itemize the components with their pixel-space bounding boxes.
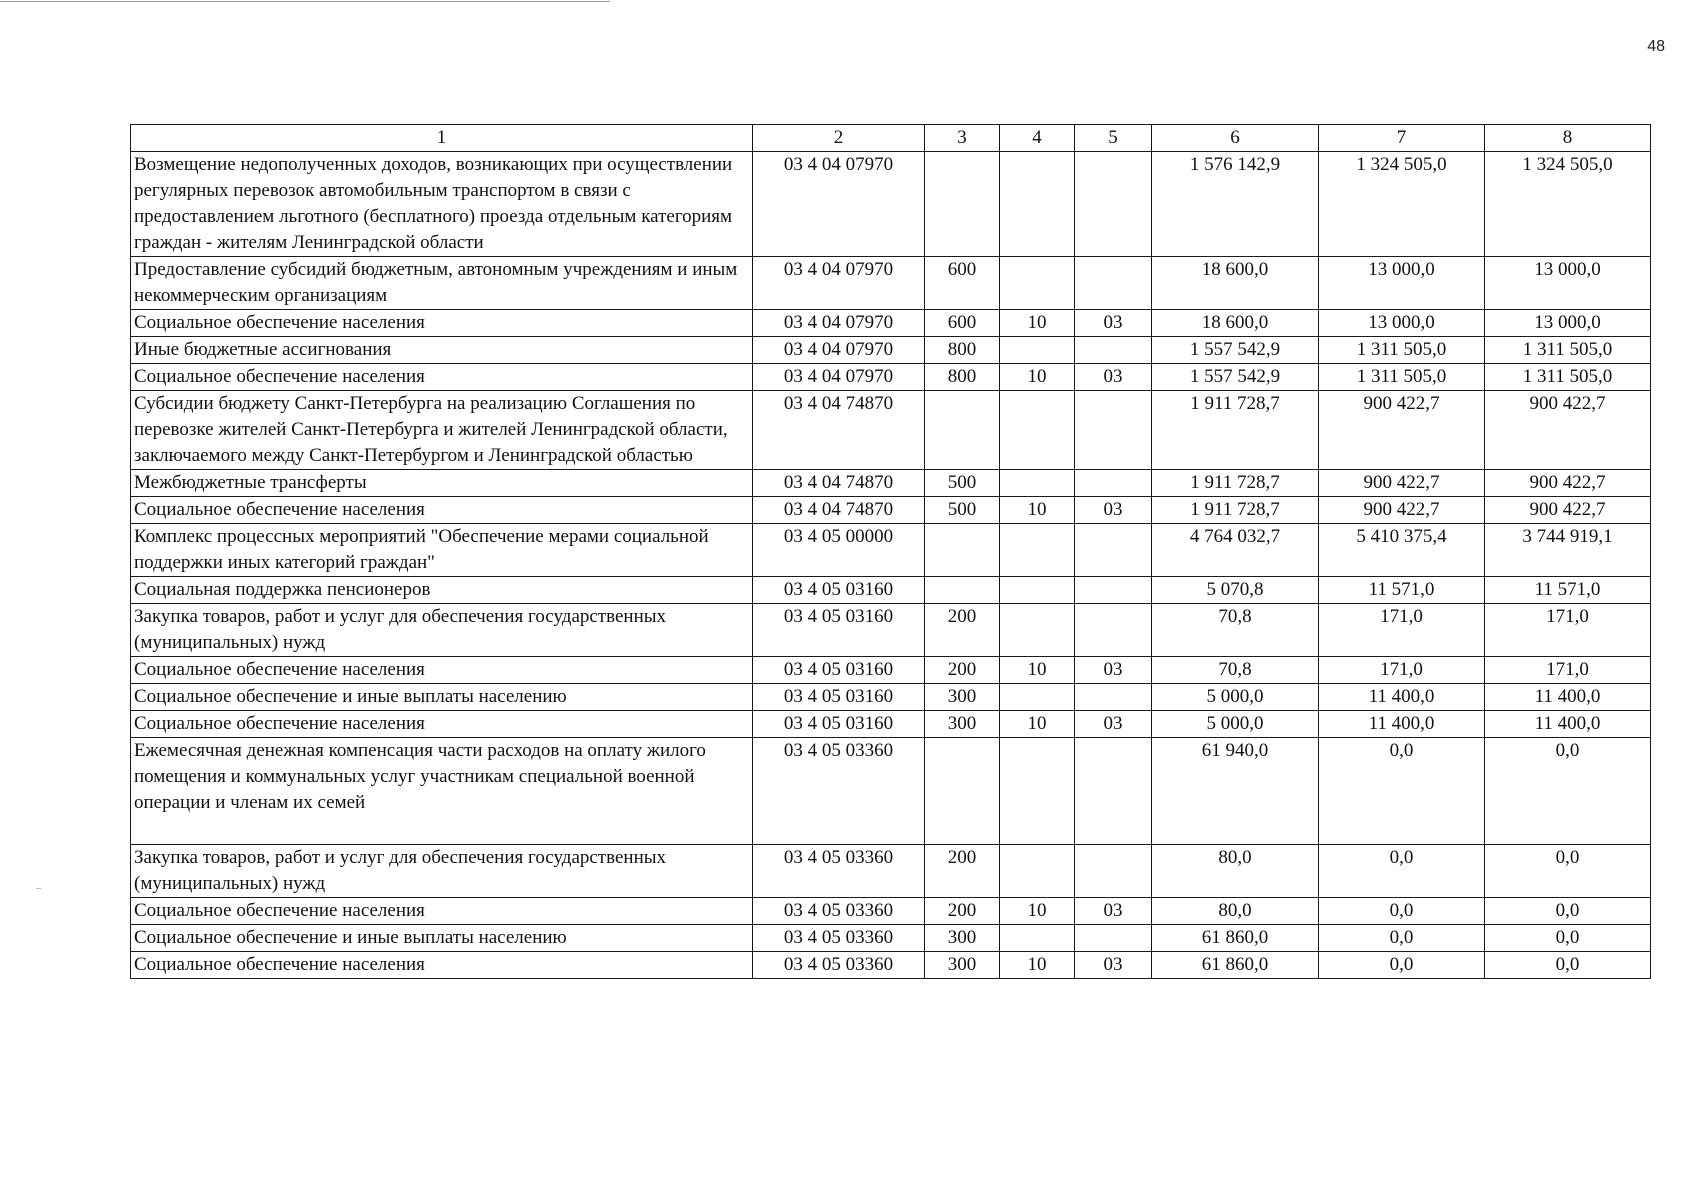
col-header-8: 8: [1485, 125, 1651, 152]
target-code-cell: 03 4 05 03160: [753, 657, 925, 684]
amount-col6-cell: 5 070,8: [1152, 577, 1319, 604]
amount-col6-cell: 18 600,0: [1152, 257, 1319, 310]
item-name-cell: Социальное обеспечение населения: [131, 657, 753, 684]
col-header-6: 6: [1152, 125, 1319, 152]
amount-col7-cell: 11 571,0: [1319, 577, 1485, 604]
item-name-cell: Социальное обеспечение населения: [131, 497, 753, 524]
subsection-cell: [1075, 684, 1152, 711]
target-code-cell: 03 4 05 03360: [753, 738, 925, 845]
target-code-cell: 03 4 04 07970: [753, 337, 925, 364]
subsection-cell: [1075, 925, 1152, 952]
expense-type-cell: [925, 524, 1000, 577]
amount-col8-cell: 0,0: [1485, 898, 1651, 925]
amount-col8-cell: 1 311 505,0: [1485, 337, 1651, 364]
target-code-cell: 03 4 05 00000: [753, 524, 925, 577]
expense-type-cell: 200: [925, 898, 1000, 925]
amount-col8-cell: 13 000,0: [1485, 257, 1651, 310]
subsection-cell: [1075, 257, 1152, 310]
expense-type-cell: 300: [925, 952, 1000, 979]
expense-type-cell: 600: [925, 257, 1000, 310]
expense-type-cell: 300: [925, 925, 1000, 952]
item-name-cell: Социальное обеспечение и иные выплаты населению: [131, 684, 753, 711]
amount-col7-cell: 13 000,0: [1319, 310, 1485, 337]
amount-col6-cell: 70,8: [1152, 604, 1319, 657]
item-name-cell: Ежемесячная денежная компенсация части расходов на оплату жилого помещения и коммунальных услуг участникам специальной военной операции и членам их семей: [131, 738, 753, 845]
scan-top-line: [0, 1, 610, 2]
amount-col8-cell: 0,0: [1485, 738, 1651, 845]
amount-col8-cell: 11 571,0: [1485, 577, 1651, 604]
target-code-cell: 03 4 04 07970: [753, 152, 925, 257]
table-row: [131, 898, 1651, 925]
target-code-cell: 03 4 05 03360: [753, 952, 925, 979]
section-cell: [1000, 845, 1075, 898]
amount-col7-cell: 900 422,7: [1319, 391, 1485, 470]
amount-col7-cell: 0,0: [1319, 925, 1485, 952]
table-row: [131, 657, 1651, 684]
table-row: [131, 684, 1651, 711]
table-body: [131, 152, 1651, 979]
table-row: [131, 952, 1651, 979]
amount-col8-cell: 900 422,7: [1485, 470, 1651, 497]
subsection-cell: 03: [1075, 310, 1152, 337]
expense-type-cell: 600: [925, 310, 1000, 337]
col-header-5: 5: [1075, 125, 1152, 152]
table-row: [131, 524, 1651, 577]
amount-col6-cell: 1 911 728,7: [1152, 391, 1319, 470]
expense-type-cell: 300: [925, 684, 1000, 711]
item-name-cell: Социальная поддержка пенсионеров: [131, 577, 753, 604]
amount-col8-cell: 13 000,0: [1485, 310, 1651, 337]
col-header-2: 2: [753, 125, 925, 152]
amount-col8-cell: 900 422,7: [1485, 497, 1651, 524]
section-cell: 10: [1000, 711, 1075, 738]
amount-col7-cell: 0,0: [1319, 952, 1485, 979]
item-name-cell: Возмещение недополученных доходов, возникающих при осуществлении регулярных перевозок автомобильным транспортом в связи с предоставлением льготного (бесплатного) проезда отдельным категориям граждан - жителям Ленинградской области: [131, 152, 753, 257]
budget-table: [130, 124, 1651, 979]
amount-col6-cell: 61 860,0: [1152, 925, 1319, 952]
section-cell: [1000, 577, 1075, 604]
target-code-cell: 03 4 05 03360: [753, 925, 925, 952]
subsection-cell: [1075, 738, 1152, 845]
table-row: [131, 470, 1651, 497]
table-row: [131, 738, 1651, 845]
target-code-cell: 03 4 05 03160: [753, 577, 925, 604]
col-header-3: 3: [925, 125, 1000, 152]
item-name-cell: Социальное обеспечение населения: [131, 364, 753, 391]
table-row: [131, 497, 1651, 524]
item-name-cell: Закупка товаров, работ и услуг для обеспечения государственных (муниципальных) нужд: [131, 845, 753, 898]
table-row: [131, 604, 1651, 657]
amount-col6-cell: 1 576 142,9: [1152, 152, 1319, 257]
table-row: [131, 152, 1651, 257]
table-row: [131, 364, 1651, 391]
amount-col7-cell: 1 324 505,0: [1319, 152, 1485, 257]
expense-type-cell: 500: [925, 497, 1000, 524]
section-cell: [1000, 152, 1075, 257]
subsection-cell: 03: [1075, 657, 1152, 684]
amount-col7-cell: 11 400,0: [1319, 684, 1485, 711]
col-header-7: 7: [1319, 125, 1485, 152]
item-name-cell: Социальное обеспечение населения: [131, 952, 753, 979]
subsection-cell: [1075, 470, 1152, 497]
expense-type-cell: [925, 391, 1000, 470]
target-code-cell: 03 4 05 03160: [753, 604, 925, 657]
scan-speck: [36, 888, 41, 889]
amount-col7-cell: 5 410 375,4: [1319, 524, 1485, 577]
item-name-cell: Комплекс процессных мероприятий "Обеспечение мерами социальной поддержки иных категорий граждан": [131, 524, 753, 577]
amount-col6-cell: 4 764 032,7: [1152, 524, 1319, 577]
section-cell: 10: [1000, 898, 1075, 925]
target-code-cell: 03 4 05 03160: [753, 711, 925, 738]
item-name-cell: Социальное обеспечение населения: [131, 898, 753, 925]
amount-col8-cell: 0,0: [1485, 925, 1651, 952]
subsection-cell: 03: [1075, 711, 1152, 738]
subsection-cell: [1075, 337, 1152, 364]
table-row: [131, 310, 1651, 337]
amount-col6-cell: 1 557 542,9: [1152, 337, 1319, 364]
table-row: [131, 391, 1651, 470]
amount-col8-cell: 900 422,7: [1485, 391, 1651, 470]
subsection-cell: [1075, 391, 1152, 470]
amount-col7-cell: 1 311 505,0: [1319, 364, 1485, 391]
item-name-cell: Иные бюджетные ассигнования: [131, 337, 753, 364]
table-row: [131, 845, 1651, 898]
section-cell: 10: [1000, 497, 1075, 524]
target-code-cell: 03 4 05 03160: [753, 684, 925, 711]
section-cell: [1000, 391, 1075, 470]
subsection-cell: [1075, 152, 1152, 257]
amount-col8-cell: 11 400,0: [1485, 684, 1651, 711]
expense-type-cell: 200: [925, 845, 1000, 898]
amount-col6-cell: 61 860,0: [1152, 952, 1319, 979]
amount-col8-cell: 171,0: [1485, 657, 1651, 684]
section-cell: 10: [1000, 952, 1075, 979]
section-cell: [1000, 257, 1075, 310]
amount-col6-cell: 1 911 728,7: [1152, 497, 1319, 524]
target-code-cell: 03 4 04 74870: [753, 470, 925, 497]
amount-col6-cell: 1 911 728,7: [1152, 470, 1319, 497]
expense-type-cell: 800: [925, 337, 1000, 364]
amount-col6-cell: 70,8: [1152, 657, 1319, 684]
amount-col7-cell: 0,0: [1319, 898, 1485, 925]
amount-col6-cell: 1 557 542,9: [1152, 364, 1319, 391]
section-cell: [1000, 925, 1075, 952]
subsection-cell: [1075, 604, 1152, 657]
target-code-cell: 03 4 04 07970: [753, 310, 925, 337]
table-row: [131, 337, 1651, 364]
col-header-1: 1: [131, 125, 753, 152]
section-cell: [1000, 337, 1075, 364]
target-code-cell: 03 4 04 74870: [753, 391, 925, 470]
section-cell: 10: [1000, 657, 1075, 684]
expense-type-cell: [925, 577, 1000, 604]
section-cell: [1000, 604, 1075, 657]
item-name-cell: Социальное обеспечение населения: [131, 310, 753, 337]
subsection-cell: 03: [1075, 952, 1152, 979]
subsection-cell: 03: [1075, 497, 1152, 524]
target-code-cell: 03 4 05 03360: [753, 898, 925, 925]
amount-col7-cell: 0,0: [1319, 845, 1485, 898]
section-cell: 10: [1000, 364, 1075, 391]
amount-col7-cell: 171,0: [1319, 657, 1485, 684]
subsection-cell: [1075, 524, 1152, 577]
amount-col8-cell: 11 400,0: [1485, 711, 1651, 738]
subsection-cell: 03: [1075, 364, 1152, 391]
subsection-cell: [1075, 845, 1152, 898]
amount-col8-cell: 0,0: [1485, 845, 1651, 898]
expense-type-cell: 300: [925, 711, 1000, 738]
amount-col7-cell: 900 422,7: [1319, 497, 1485, 524]
subsection-cell: [1075, 577, 1152, 604]
section-cell: [1000, 684, 1075, 711]
section-cell: [1000, 738, 1075, 845]
amount-col8-cell: 171,0: [1485, 604, 1651, 657]
table-row: [131, 577, 1651, 604]
item-name-cell: Социальное обеспечение населения: [131, 711, 753, 738]
subsection-cell: 03: [1075, 898, 1152, 925]
amount-col6-cell: 61 940,0: [1152, 738, 1319, 845]
amount-col6-cell: 80,0: [1152, 845, 1319, 898]
expense-type-cell: [925, 738, 1000, 845]
col-header-4: 4: [1000, 125, 1075, 152]
amount-col6-cell: 18 600,0: [1152, 310, 1319, 337]
target-code-cell: 03 4 04 07970: [753, 364, 925, 391]
amount-col7-cell: 171,0: [1319, 604, 1485, 657]
table-row: [131, 925, 1651, 952]
amount-col6-cell: 5 000,0: [1152, 711, 1319, 738]
expense-type-cell: 800: [925, 364, 1000, 391]
amount-col7-cell: 1 311 505,0: [1319, 337, 1485, 364]
amount-col6-cell: 80,0: [1152, 898, 1319, 925]
section-cell: [1000, 470, 1075, 497]
amount-col8-cell: 0,0: [1485, 952, 1651, 979]
target-code-cell: 03 4 04 74870: [753, 497, 925, 524]
item-name-cell: Субсидии бюджету Санкт-Петербурга на реализацию Соглашения по перевозке жителей Санкт-Петербурга и жителей Ленинградской области, заключаемого между Санкт-Петербургом и Ленинградской областью: [131, 391, 753, 470]
column-number-row: [131, 125, 1651, 152]
expense-type-cell: 200: [925, 604, 1000, 657]
page-number: 48: [1647, 38, 1665, 55]
target-code-cell: 03 4 04 07970: [753, 257, 925, 310]
amount-col8-cell: 1 311 505,0: [1485, 364, 1651, 391]
item-name-cell: Закупка товаров, работ и услуг для обеспечения государственных (муниципальных) нужд: [131, 604, 753, 657]
expense-type-cell: [925, 152, 1000, 257]
expense-type-cell: 500: [925, 470, 1000, 497]
item-name-cell: Предоставление субсидий бюджетным, автономным учреждениям и иным некоммерческим организациям: [131, 257, 753, 310]
amount-col8-cell: 1 324 505,0: [1485, 152, 1651, 257]
amount-col6-cell: 5 000,0: [1152, 684, 1319, 711]
amount-col7-cell: 0,0: [1319, 738, 1485, 845]
amount-col7-cell: 13 000,0: [1319, 257, 1485, 310]
table-row: [131, 257, 1651, 310]
amount-col7-cell: 900 422,7: [1319, 470, 1485, 497]
section-cell: [1000, 524, 1075, 577]
section-cell: 10: [1000, 310, 1075, 337]
expense-type-cell: 200: [925, 657, 1000, 684]
item-name-cell: Социальное обеспечение и иные выплаты населению: [131, 925, 753, 952]
target-code-cell: 03 4 05 03360: [753, 845, 925, 898]
table-row: [131, 711, 1651, 738]
amount-col7-cell: 11 400,0: [1319, 711, 1485, 738]
amount-col8-cell: 3 744 919,1: [1485, 524, 1651, 577]
item-name-cell: Межбюджетные трансферты: [131, 470, 753, 497]
